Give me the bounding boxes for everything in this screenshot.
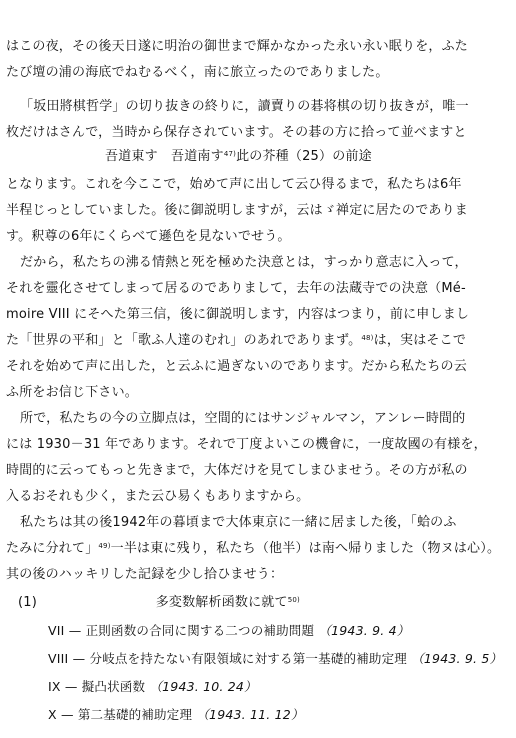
text-line: だから，私たちの沸る情熱と死を極めた決意とは，すっかり意志に入って， [20, 255, 468, 270]
footnote-ref: 49) [98, 542, 111, 550]
item-dash: — [68, 623, 82, 638]
highlighted-phrase-line [105, 148, 516, 166]
phrase-post: 此の芥種（25）の前途 [236, 149, 372, 164]
list-item [48, 678, 516, 696]
item-text: 擬凸状函数 [81, 679, 146, 694]
text-line: 枚だけはさんで，当時から保存されています。その碁の方に拾って並べますと [6, 125, 467, 140]
text-line: 其の後のハッキリした記録を少し拾ひませう： [6, 567, 284, 582]
list-item [48, 650, 516, 668]
item-roman: X [48, 707, 57, 722]
text-line-with-note [6, 332, 510, 350]
item-dash: — [72, 651, 86, 666]
text-line: 「坂田將棋哲学」の切り抜きの終りに，讀賣りの碁将棋の切り抜きが，唯一 [20, 99, 469, 114]
item-roman: VII [48, 623, 65, 638]
item-dash: — [64, 679, 78, 694]
text-line: moire VIII にそへた第三信，後に御説明します，内容はつまり，前に申しまし [6, 307, 470, 322]
item-roman: IX [48, 679, 61, 694]
text-line: 所で，私たちの今の立脚点は，空間的にはサンジャルマン，アンレー時間的 [20, 411, 466, 426]
section-number: (1) [18, 595, 38, 610]
text-line: となります。これを今ここで，始めて声に出して云ひ得るまで，私たちは6年 [6, 177, 462, 192]
text-line: す。釈尊の6年にくらべて遜色を見ないでせう。 [6, 229, 291, 244]
text-line: 私たちは其の後1942年の暮頃まで大体東京に一緒に居ました後，「蛤のふ [20, 515, 457, 530]
list-item [48, 706, 516, 724]
footnote-ref: 47) [223, 150, 237, 158]
line-post: は，実はそこで [373, 333, 467, 348]
line-pre: た「世界の平和」と「歌ふ人達のむれ」のあれでありまず。 [6, 333, 362, 348]
text-line: 入るおそれも少く，また云ひ易くもありますから。 [6, 489, 310, 504]
text-line: には 1930－31 年であります。それで丁度よいこの機會に，一度故國の有様を， [6, 437, 487, 452]
text-line: はこの夜，その後天日遂に明治の御世まで輝かなかった永い永い眠りを，ふた [6, 39, 469, 54]
footnote-ref: 48) [361, 334, 374, 342]
text-line: それを靈化させてしまって居るのでありまして，去年の法蔵寺での決意（Mé- [6, 281, 466, 296]
section-heading [18, 594, 516, 612]
item-dash: — [60, 707, 74, 722]
item-text: 正則函数の合同に関する二つの補助問題 [85, 623, 315, 638]
item-date: （1943. 11. 12） [196, 707, 304, 722]
text-line-with-note [6, 540, 510, 558]
line-pre: たみに分れて」 [6, 541, 99, 556]
list-item [48, 622, 516, 640]
item-date: （1943. 9. 4） [318, 623, 410, 638]
section-title: 多変数解析函数に就て [155, 595, 288, 610]
text-line: 時間的に云ってもっと先きまで，大体だけを見てしまひませう。その方が私の [6, 463, 468, 478]
line-post: 一半は東に残り，私たち（他半）は南へ帰りました（物ヌは心）。 [110, 541, 501, 556]
item-roman: VIII [48, 651, 69, 666]
item-text: 分岐点を持たない有限領域に対する第一基礎的補助定理 [89, 651, 408, 666]
item-text: 第二基礎的補助定理 [77, 707, 193, 722]
item-date: （1943. 9. 5） [411, 651, 503, 666]
footnote-ref: 50) [287, 596, 300, 604]
text-line: それを始めて声に出した，と云ふに過ぎないのであります。だから私たちの云 [6, 359, 467, 374]
phrase-pre: 吾道東す 吾道南す [105, 149, 224, 164]
text-line: 半程じっとしていました。後に御説明しますが，云はゞ禅定に居たのでありま [6, 203, 469, 218]
text-line: たび壇の浦の海底でねむるべく，南に旅立ったのでありました。 [6, 65, 389, 80]
item-date: （1943. 10. 24） [149, 679, 257, 694]
text-line: ふ所をお信じ下さい。 [6, 385, 139, 400]
